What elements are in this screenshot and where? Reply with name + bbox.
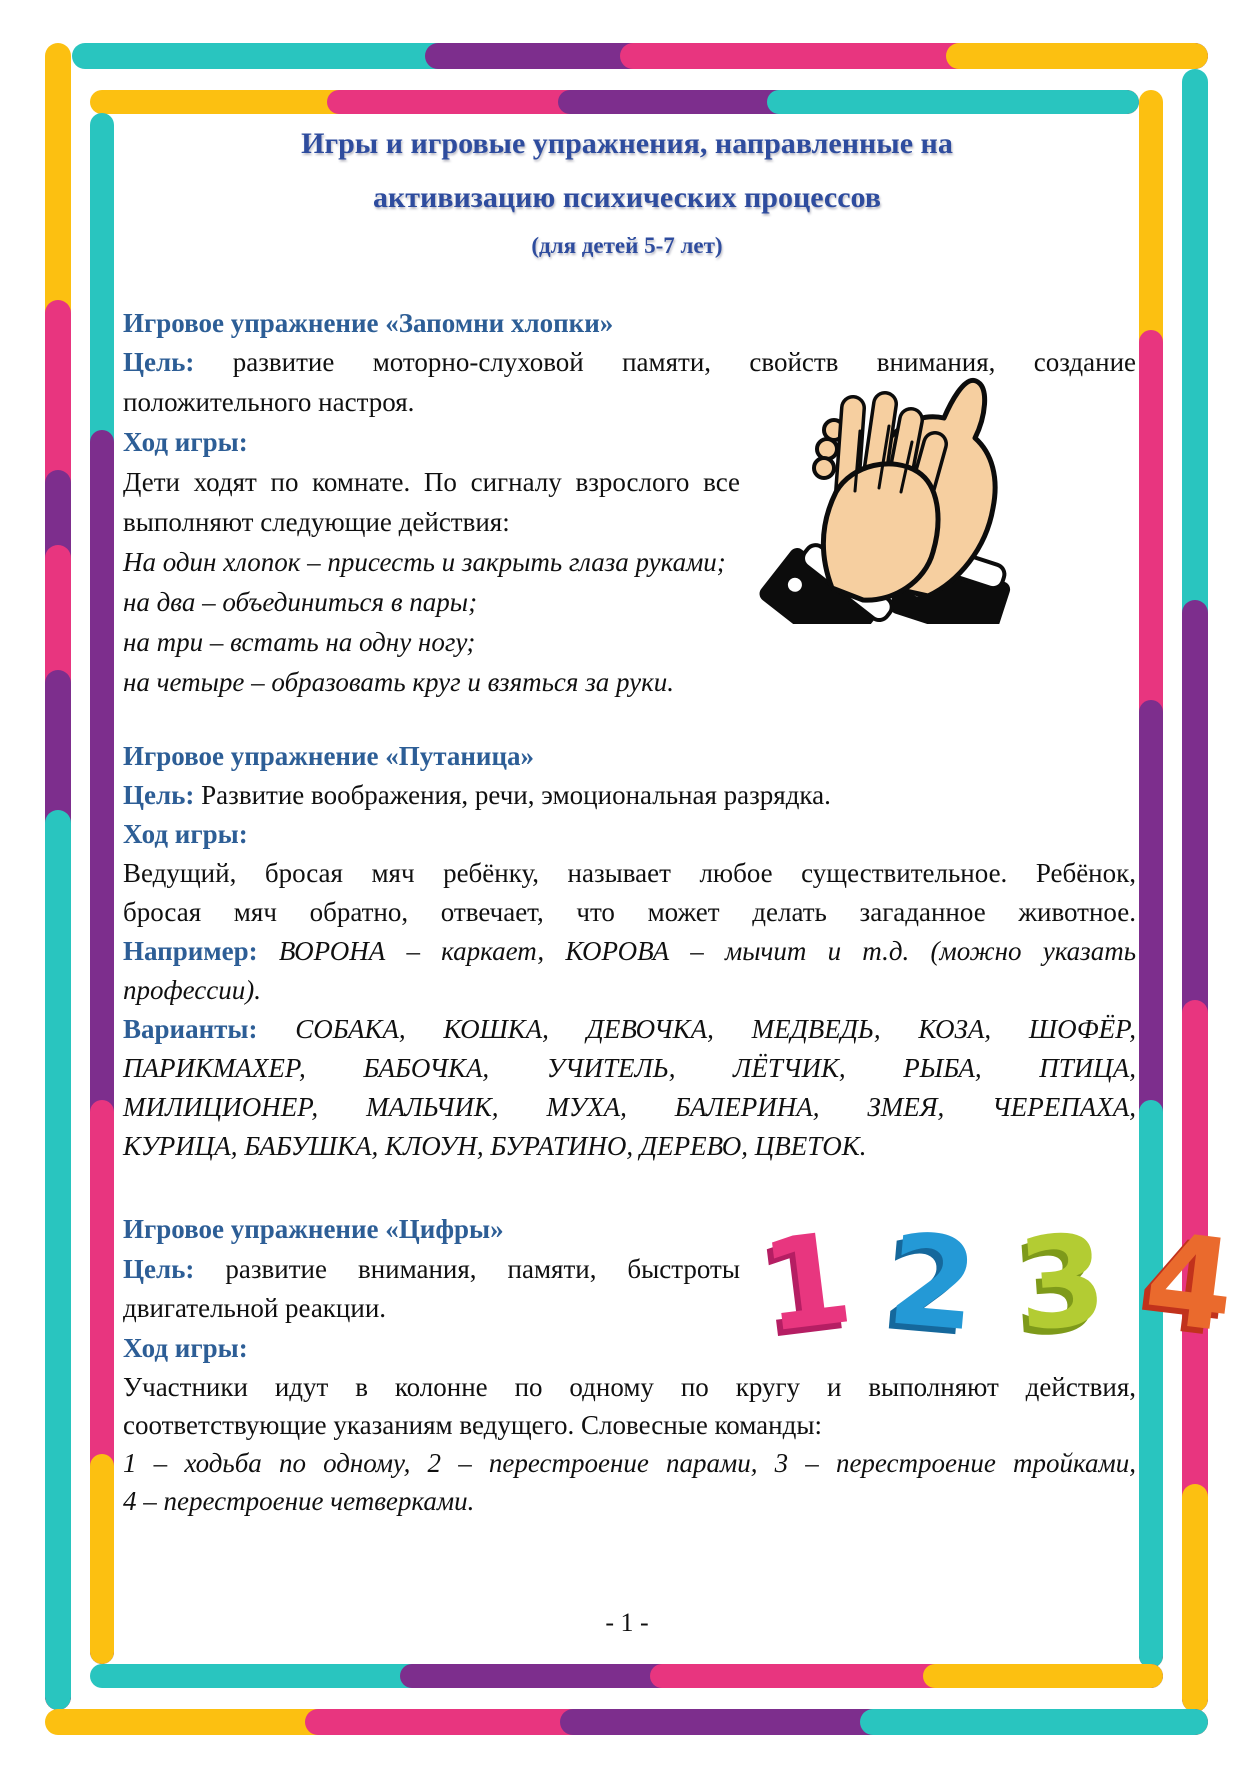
section2-variants-line4: КУРИЦА, БАБУШКА, КЛОУН, БУРАТИНО, ДЕРЕВО, ЦВЕТОК. <box>123 1131 867 1161</box>
page-subtitle: (для детей 5-7 лет) <box>531 233 723 258</box>
border-inner-right <box>1139 90 1163 1668</box>
section1-heading: Игровое упражнение «Запомни хлопки» <box>123 308 614 338</box>
numbers-1234-illustration <box>754 1204 1243 1361</box>
section1-rule3: на три – встать на одну ногу; <box>123 627 476 657</box>
section2-heading: Игровое упражнение «Путаница» <box>123 741 535 771</box>
digit-4: 4 <box>1137 1204 1243 1361</box>
section1-flow-label: Ход игры: <box>123 427 248 457</box>
clapping-hands-icon <box>742 356 1020 624</box>
clapping-hands-illustration <box>742 356 1020 624</box>
section2-example-line2: профессии). <box>123 975 262 1005</box>
section2-flow-line2: бросая мяч обратно, отвечает, что может делать загаданное животное. <box>123 897 1136 927</box>
page-title-line2: активизацию психических процессов <box>372 181 882 214</box>
border-outer-right <box>1182 69 1208 1712</box>
section3-goal-line2: двигательной реакции. <box>123 1293 387 1323</box>
page-title-line1: Игры и игровые упражнения, направленные на <box>301 127 953 160</box>
section1-goal-line2: положительного настроя. <box>123 387 415 417</box>
section3-goal-line1: Цель: развитие внимания, памяти, быстроты <box>123 1254 740 1284</box>
section2-flow-label: Ход игры: <box>123 819 248 849</box>
section3-flow-line1: Участники идут в колонне по одному по кругу и выполняют действия, <box>123 1372 1136 1402</box>
section3-commands-line2: 4 – перестроение четверками. <box>123 1486 475 1516</box>
border-outer-bottom <box>45 1709 1208 1735</box>
section3-commands-line1: 1 – ходьба по одному, 2 – перестроение парами, 3 – перестроение тройками, <box>123 1448 1136 1478</box>
section1-rule1: На один хлопок – присесть и закрыть глаза руками; <box>123 547 726 577</box>
section2-variants-line1: Варианты: СОБАКА, КОШКА, ДЕВОЧКА, МЕДВЕДЬ, КОЗА, ШОФЁР, <box>123 1014 1136 1044</box>
section1-flow-line2: выполняют следующие действия: <box>123 507 510 537</box>
section3-flow-line2: соответствующие указаниям ведущего. Словесные команды: <box>123 1410 822 1440</box>
border-inner-bottom <box>90 1664 1163 1688</box>
section1-rule2: на два – объединиться в пары; <box>123 587 478 617</box>
digit-2: 2 <box>882 1205 983 1360</box>
section2-example-line1: Например: ВОРОНА – каркает, КОРОВА – мычит и т.д. (можно указать <box>123 936 1137 966</box>
border-inner-top <box>90 90 1139 114</box>
section3-heading: Игровое упражнение «Цифры» <box>123 1214 504 1244</box>
page-number: - 1 - <box>605 1608 649 1637</box>
border-outer-left <box>45 43 71 1710</box>
section1-goal-line1: Цель: развитие моторно-слуховой памяти, свойств внимания, создание <box>123 347 1137 377</box>
border-outer-top <box>72 43 1208 69</box>
section1-rule4: на четыре – образовать круг и взяться за руки. <box>123 667 674 697</box>
section1-flow-line1: Дети ходят по комнате. По сигналу взрослого все <box>123 467 740 497</box>
section2-flow-line1: Ведущий, бросая мяч ребёнку, называет любое существительное. Ребёнок, <box>123 858 1136 888</box>
section2-variants-line3: МИЛИЦИОНЕР, МАЛЬЧИК, МУХА, БАЛЕРИНА, ЗМЕЯ, ЧЕРЕПАХА, <box>123 1092 1136 1122</box>
digit-1: 1 <box>754 1204 860 1361</box>
section2-variants-line2: ПАРИКМАХЕР, БАБОЧКА, УЧИТЕЛЬ, ЛЁТЧИК, РЫБА, ПТИЦА, <box>123 1053 1136 1083</box>
section2-goal-line1: Цель: Развитие воображения, речи, эмоциональная разрядка. <box>123 780 831 810</box>
digit-3: 3 <box>1013 1206 1111 1359</box>
section3-flow-label: Ход игры: <box>123 1333 248 1363</box>
border-inner-left <box>90 113 114 1664</box>
